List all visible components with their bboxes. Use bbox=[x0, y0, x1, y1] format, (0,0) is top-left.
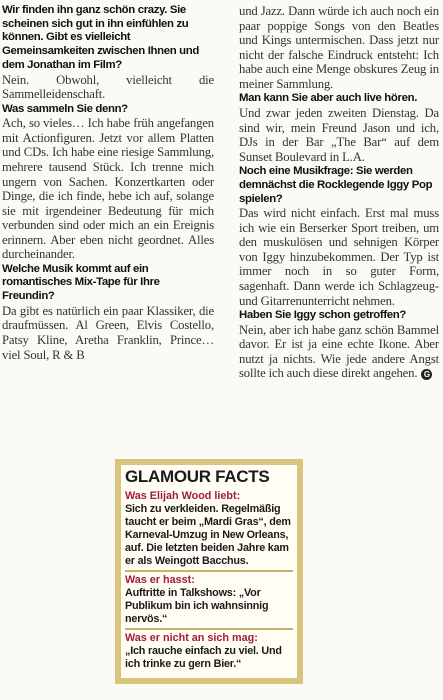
answer: Ach, so vieles… Ich habe früh angefangen mit Actionfiguren. Jetzt vor allem Platten und CDs. Ich habe eine riesige Sammlung, mehrere tausend Stück. Ich trenne mich ungern von Sachen. Konzertkarten oder Dinge, die ich finde, hebe ich auf, solange sie mit irgendeiner Bedeutung für mich verbunden sind oder mich an ein Ereignis erinnern. Aber eben nicht geordnet. Alles durcheinander. bbox=[2, 116, 214, 262]
glamour-facts-box bbox=[115, 459, 303, 684]
fact-text-dislikes: „Ich rauche einfach zu viel. Und ich trinke zu gern Bier.“ bbox=[125, 645, 282, 670]
fact-label-dislikes: Was er nicht an sich mag: bbox=[125, 632, 258, 644]
end-mark-icon: G bbox=[421, 369, 432, 380]
question: Wir finden ihn ganz schön crazy. Sie scheinen sich gut in ihn einfühlen zu können. Gibt es vielleicht Gemeinsamkeiten zwischen Ihnen und dem Jonathan im Film? bbox=[2, 4, 199, 71]
interview-column-right bbox=[239, 4, 439, 382]
fact-text-loves: Sich zu verkleiden. Regelmäßig taucht er beim „Mardi Gras“, dem Karneval-Umzug in New Orleans, auf. Die letzten beiden Jahre kam er als Weingott Bacchus. bbox=[125, 503, 291, 567]
glamour-facts-content bbox=[125, 467, 293, 673]
fact-text-hates: Auftritte in Talkshows: „Vor Publikum bin ich wahnsinnig nervös.“ bbox=[125, 587, 269, 625]
question: Noch eine Musikfrage: Sie werden demnächst die Rocklegende Iggy Pop spielen? bbox=[239, 165, 433, 205]
question: Man kann Sie aber auch live hören. bbox=[239, 92, 418, 105]
answer: Und zwar jeden zweiten Dienstag. Da sind wir, mein Freund Jason und ich, DJs in der Bar „The Bar“ auf dem Sunset Boulevard in L.A. bbox=[239, 105, 439, 164]
answer: Da gibt es natürlich ein paar Klassiker, die draufmüssen. Al Green, Elvis Costello, Patsy Kline, Aretha Franklin, Prince… viel Soul, R & B bbox=[2, 303, 214, 362]
question: Welche Musik kommt auf ein romantisches Mix-Tape für Ihre Freundin? bbox=[2, 262, 160, 303]
interview-column-left bbox=[2, 4, 214, 363]
fact-divider bbox=[125, 628, 293, 630]
fact-divider bbox=[125, 570, 293, 572]
answer: Das wird nicht einfach. Erst mal muss ich wie ein Berserker Sport treiben, um den muskulösen und sehnigen Körper von Iggy hinzubekommen. Der Typ ist immer noch in so guter Form, sagenhaft. Dann werde ich Schlagzeug- und Gitarrenunterricht nehmen. bbox=[239, 206, 439, 308]
question: Haben Sie Iggy schon getroffen? bbox=[239, 309, 406, 322]
facts-title: GLAMOUR FACTS bbox=[125, 467, 270, 486]
answer-final bbox=[239, 323, 439, 381]
fact-label-hates: Was er hasst: bbox=[125, 574, 195, 586]
answer: und Jazz. Dann würde ich auch noch ein paar poppige Songs von den Beatles und Kings untermischen. Dass jetzt nur nicht der falsche Eindruck entsteht: Ich habe auch eine Menge obskures Zeug in meiner Sammlung. bbox=[239, 4, 439, 91]
answer-final-text: Nein, aber ich habe ganz schön Bammel davor. Er ist ja eine echte Ikone. Aber nutzt ja nichts. Wie jede andere Angst sollte ich auch diese direkt angehen. bbox=[239, 322, 439, 381]
fact-label-loves: Was Elijah Wood liebt: bbox=[125, 490, 241, 502]
answer: Nein. Obwohl, vielleicht die Sammelleidenschaft. bbox=[2, 72, 214, 102]
question: Was sammeln Sie denn? bbox=[2, 102, 128, 115]
